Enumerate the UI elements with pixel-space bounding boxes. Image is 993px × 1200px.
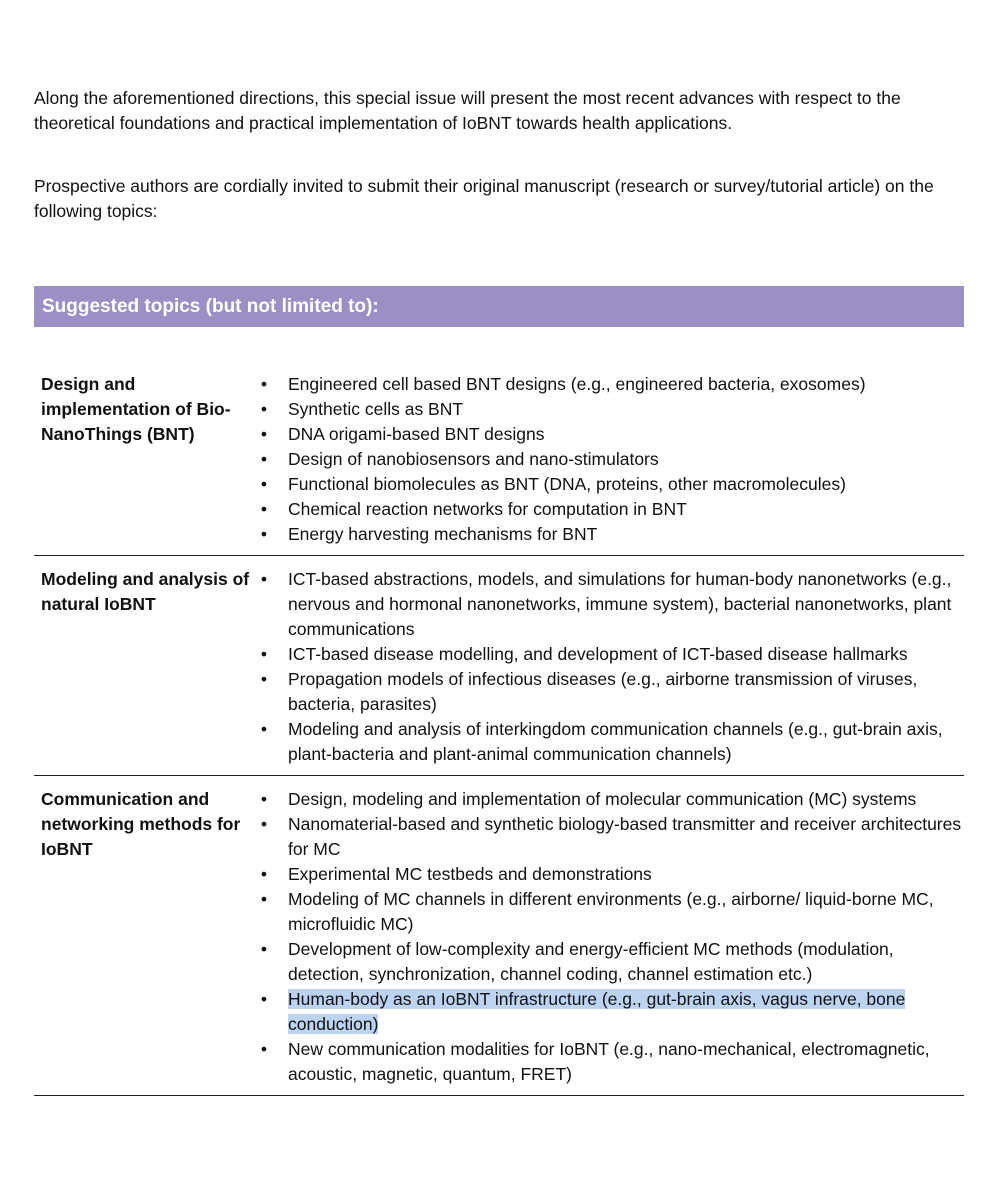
bullet-icon: • — [260, 939, 268, 959]
list-item — [258, 567, 964, 642]
list-item — [258, 397, 964, 422]
topic-list — [258, 787, 964, 1087]
list-item-text: Functional biomolecules as BNT (DNA, proteins, other macromolecules) — [288, 474, 846, 494]
list-item-text: New communication modalities for IoBNT (e.g., nano-mechanical, electromagnetic, acoustic, magnetic, quantum, FRET) — [288, 1039, 930, 1084]
list-item — [258, 862, 964, 887]
list-item — [258, 522, 964, 547]
bullet-icon: • — [260, 1039, 268, 1059]
list-item-text: Engineered cell based BNT designs (e.g., engineered bacteria, exosomes) — [288, 374, 866, 394]
bullet-icon: • — [260, 569, 268, 589]
list-item — [258, 472, 964, 497]
topic-section-communication — [34, 776, 964, 1096]
intro-paragraph-invitation: Prospective authors are cordially invited to submit their original manuscript (research or survey/tutorial article) on the following topics: — [34, 176, 934, 221]
topic-heading: Design and implementation of Bio-NanoThings (BNT) — [41, 374, 231, 444]
list-item-text: Development of low-complexity and energy-efficient MC methods (modulation, detection, synchronization, channel coding, channel estimation etc.) — [288, 939, 894, 984]
bullet-icon: • — [260, 814, 268, 834]
highlighted-text-selection[interactable]: Human-body as an IoBNT infrastructure (e.g., gut-brain axis, vagus nerve, bone conduction) — [288, 989, 906, 1034]
bullet-icon: • — [260, 789, 268, 809]
list-item-text: Modeling and analysis of interkingdom communication channels (e.g., gut-brain axis, plant-bacteria and plant-animal communication channels) — [288, 719, 943, 764]
intro-paragraph-advances: Along the aforementioned directions, this special issue will present the most recent advances with respect to the theoretical foundations and practical implementation of IoBNT towards health applications. — [34, 88, 901, 133]
bullet-icon: • — [260, 864, 268, 884]
bullet-icon: • — [260, 644, 268, 664]
bullet-icon: • — [260, 424, 268, 444]
topic-list — [258, 372, 964, 547]
bullet-icon: • — [260, 989, 268, 1009]
topic-heading: Communication and networking methods for IoBNT — [41, 789, 241, 859]
list-item-text: Nanomaterial-based and synthetic biology-based transmitter and receiver architectures for MC — [288, 814, 962, 859]
bullet-icon: • — [260, 524, 268, 544]
list-item — [258, 787, 964, 812]
list-item-text: ICT-based disease modelling, and development of ICT-based disease hallmarks — [288, 644, 908, 664]
bullet-icon: • — [260, 889, 268, 909]
list-item-text: Energy harvesting mechanisms for BNT — [288, 524, 598, 544]
bullet-icon: • — [260, 499, 268, 519]
list-item-text: ICT-based abstractions, models, and simulations for human-body nanonetworks (e.g., nervous and hormonal nanonetworks, immune system), bacterial nanonetworks, plant communications — [288, 569, 952, 639]
list-item-text: Chemical reaction networks for computation in BNT — [288, 499, 687, 519]
list-item-text: DNA origami-based BNT designs — [288, 424, 545, 444]
list-item — [258, 812, 964, 862]
list-item-text: Experimental MC testbeds and demonstrations — [288, 864, 652, 884]
bullet-icon: • — [260, 474, 268, 494]
bullet-icon: • — [260, 719, 268, 739]
list-item-text: Synthetic cells as BNT — [288, 399, 464, 419]
bullet-icon: • — [260, 399, 268, 419]
list-item — [258, 667, 964, 717]
topics-table — [34, 372, 964, 1096]
topic-list — [258, 567, 964, 767]
bullet-icon: • — [260, 449, 268, 469]
list-item-text: Propagation models of infectious diseases (e.g., airborne transmission of viruses, bacteria, parasites) — [288, 669, 918, 714]
bullet-icon: • — [260, 669, 268, 689]
list-item — [258, 642, 964, 667]
list-item-text: Design, modeling and implementation of molecular communication (MC) systems — [288, 789, 917, 809]
topic-section-design — [34, 372, 964, 556]
list-item-highlighted — [258, 987, 964, 1037]
list-item — [258, 422, 964, 447]
list-item — [258, 937, 964, 987]
list-item-text: Modeling of MC channels in different environments (e.g., airborne/ liquid-borne MC, microfluidic MC) — [288, 889, 934, 934]
suggested-topics-banner: Suggested topics (but not limited to): — [34, 286, 964, 327]
list-item — [258, 372, 964, 397]
topic-section-modeling — [34, 556, 964, 776]
list-item — [258, 717, 964, 767]
topic-heading: Modeling and analysis of natural IoBNT — [41, 569, 250, 614]
list-item — [258, 497, 964, 522]
bullet-icon: • — [260, 374, 268, 394]
list-item — [258, 447, 964, 472]
list-item — [258, 887, 964, 937]
list-item — [258, 1037, 964, 1087]
list-item-text: Design of nanobiosensors and nano-stimulators — [288, 449, 659, 469]
